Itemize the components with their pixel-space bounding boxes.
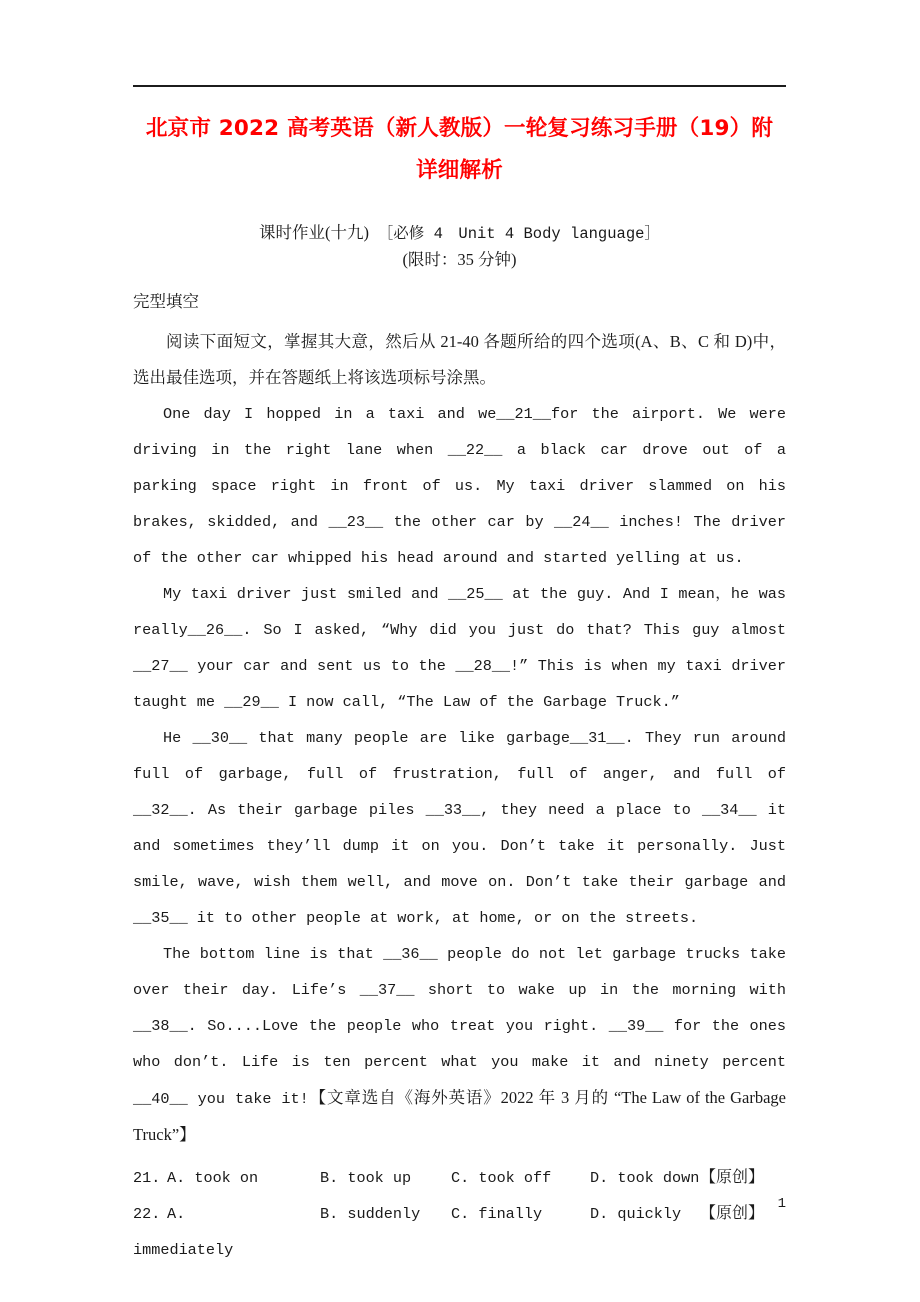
option-d[interactable]: D. took down — [590, 1169, 700, 1187]
passage-paragraph-2: My taxi driver just smiled and __25__ at the guy. And I mean，he was really__26__. So I asked, “Why did you just do that? This guy almost __27__ your car and sent us to the __28__!” This is when my taxi driver taught me __29__ I now call, “The Law of the Garbage Truck.” — [133, 585, 786, 711]
option-c[interactable]: C. took off — [451, 1169, 552, 1187]
option-b[interactable]: B. took up — [320, 1169, 412, 1187]
subtitle-unit: ［必修 4 Unit 4 Body language］ — [385, 225, 660, 243]
section-instruction: 阅读下面短文，掌握其大意，然后从 21-40 各题所给的四个选项(A、B、C 和 D)中，选出最佳选项，并在答题纸上将该选项标号涂黑。 — [133, 332, 786, 387]
original-tag: 【原创】 — [700, 1205, 765, 1222]
page-title: 北京市 2022 高考英语（新人教版）一轮复习练习手册（19）附详细解析 — [145, 116, 774, 183]
passage-source-note: 【文章选自《海外英语》2022 年 3 月的 “The Law of the Garbage Truck”】 — [133, 1088, 786, 1144]
option-d[interactable]: D. quickly — [590, 1205, 682, 1223]
question-number: 22. — [133, 1205, 161, 1223]
subtitle-line-1 — [133, 220, 786, 247]
page-number: 1 — [777, 1196, 786, 1212]
subtitle-time-limit: (限时：35 分钟) — [402, 250, 517, 269]
option-b[interactable]: B. suddenly — [320, 1205, 421, 1223]
option-a[interactable]: A. — [167, 1205, 186, 1223]
section-heading-cloze: 完型填空 — [133, 292, 199, 311]
passage-paragraph-4 — [133, 936, 786, 1154]
subtitle-chinese: 课时作业(十九) — [259, 223, 386, 242]
passage-paragraph-1: One day I hopped in a taxi and we__21__for the airport. We were driving in the right lane when __22__ a black car drove out of a parking space right in front of us. My taxi driver slammed on his brakes, skidded, and __23__ the other car by __24__ inches! The driver of the other car whipped his head around and started yelling at us. — [133, 405, 786, 567]
question-number: 21. — [133, 1169, 161, 1187]
document-content — [133, 108, 786, 1268]
question-row-21 — [133, 1160, 786, 1196]
option-c[interactable]: C. finally — [451, 1205, 543, 1223]
answer-options-list — [133, 1160, 786, 1268]
original-tag: 【原创】 — [700, 1169, 765, 1186]
passage-paragraph-3: He __30__ that many people are like garbage__31__. They run around full of garbage, full of frustration, full of anger, and full of __32__. As their garbage piles __33__, they need a place to __34__ it and sometimes they’ll dump it on you. Don’t take it personally. Just smile, wave, wish them well, and move on. Don’t take their garbage and __35__ it to other people at work, at home, or on the streets. — [133, 729, 786, 927]
option-a-continuation: immediately — [133, 1241, 234, 1259]
header-rule — [133, 85, 786, 87]
passage-paragraph-4-text: The bottom line is that __36__ people do not let garbage trucks take over their day. Life’s __37__ short to wake up in the morning with __38__. So....Love the people who treat you right. __39__ for the ones who don’t. Life is ten percent what you make it and ninety percent __40__ you take it! — [133, 945, 786, 1108]
option-a[interactable]: A. took on — [167, 1169, 259, 1187]
assignment-subtitle — [133, 220, 786, 272]
